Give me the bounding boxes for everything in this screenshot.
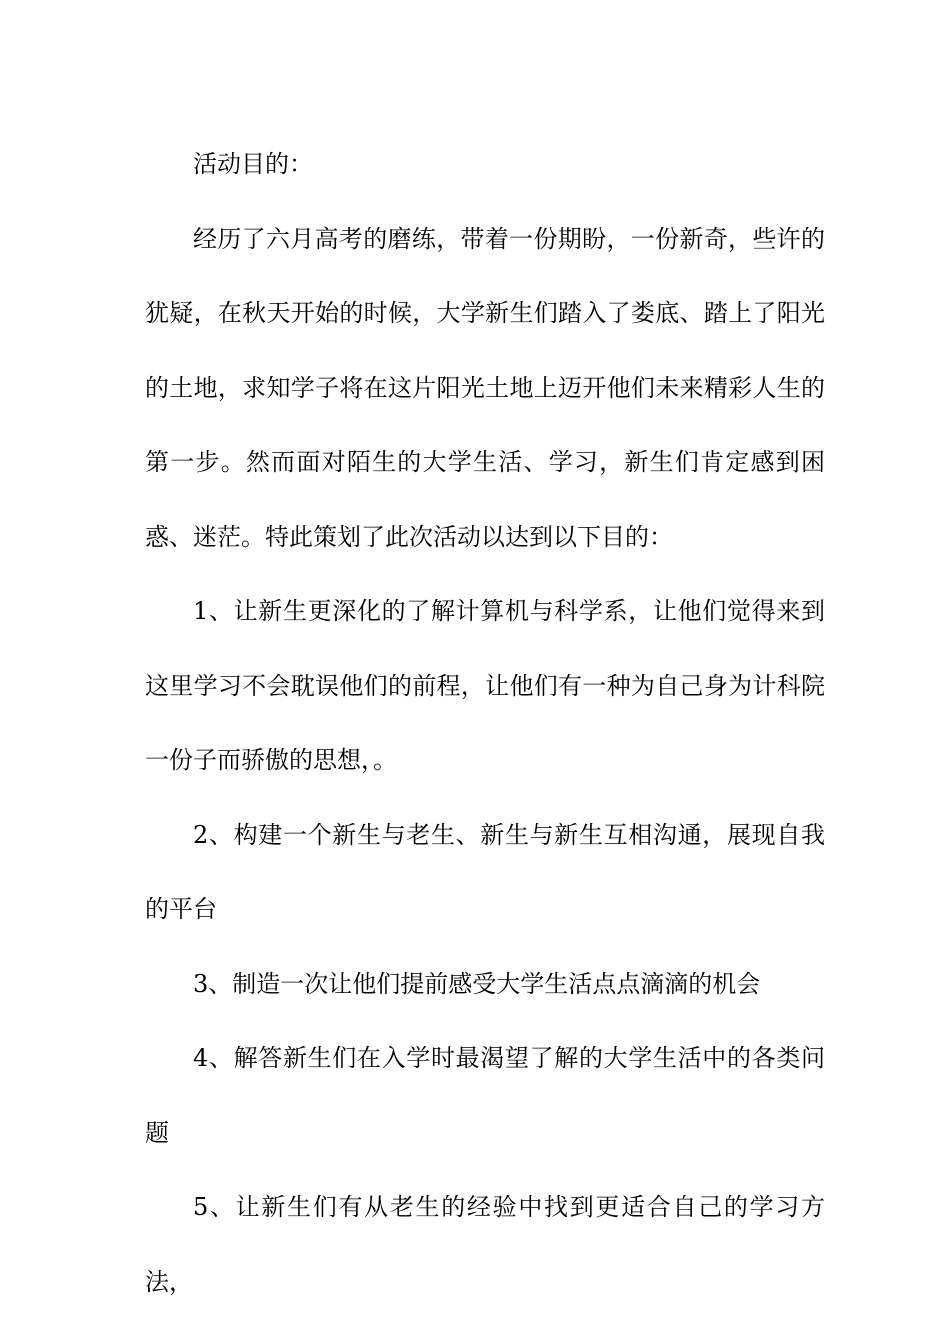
goal-item-2: 2、构建一个新生与老生、新生与新生互相沟通，展现自我的平台 bbox=[145, 820, 825, 923]
goal-item-4: 4、解答新生们在入学时最渴望了解的大学生活中的各类问题 bbox=[145, 1044, 825, 1147]
intro-paragraph: 经历了六月高考的磨练，带着一份期盼，一份新奇，些许的犹疑，在秋天开始的时候，大学新生们踏入了娄底、踏上了阳光的土地，求知学子将在这片阳光土地上迈开他们未来精彩人生的第一步。然而面对陌生的大学生活、学习，新生们肯定感到困惑、迷茫。特此策划了此次活动以达到以下目的： bbox=[145, 224, 825, 551]
goal-item-3: 3、制造一次让他们提前感受大学生活点点滴滴的机会 bbox=[193, 969, 761, 998]
document-body bbox=[145, 127, 825, 1319]
goal-item-1: 1、让新生更深化的了解计算机与科学系，让他们觉得来到这里学习不会耽误他们的前程，让他们有一种为自己身为计科院一份子而骄傲的思想，。 bbox=[145, 597, 825, 774]
goal-item-5: 5、让新生们有从老生的经验中找到更适合自己的学习方法， bbox=[145, 1193, 825, 1296]
section-heading: 活动目的： bbox=[193, 150, 313, 178]
